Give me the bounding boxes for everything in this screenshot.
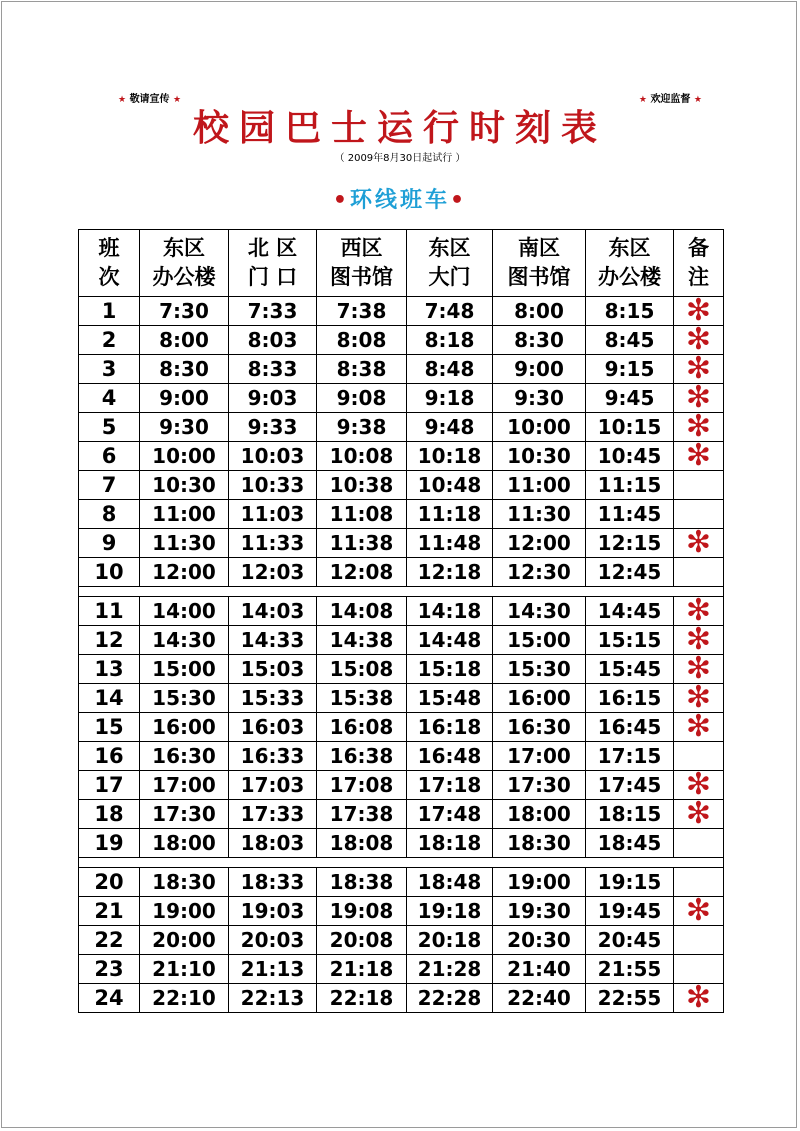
time-cell: 10:30 (493, 442, 586, 471)
time-cell: 17:30 (140, 800, 229, 829)
note-cell (674, 709, 724, 744)
time-cell: 11:00 (140, 500, 229, 529)
trip-number: 14 (79, 684, 140, 713)
bullet-dot: • (332, 188, 350, 213)
table-row (79, 771, 724, 800)
note-cell (674, 926, 724, 955)
time-cell: 10:38 (317, 471, 407, 500)
time-cell: 14:30 (140, 626, 229, 655)
trip-number: 9 (79, 529, 140, 558)
time-cell: 8:00 (493, 297, 586, 326)
column-header (586, 230, 674, 297)
time-cell: 8:03 (229, 326, 317, 355)
time-cell: 20:30 (493, 926, 586, 955)
asterisk-icon: ✻ (685, 767, 712, 802)
time-cell: 11:30 (140, 529, 229, 558)
group-separator (79, 587, 724, 597)
time-cell: 7:48 (407, 297, 493, 326)
time-cell: 11:03 (229, 500, 317, 529)
asterisk-icon: ✻ (685, 651, 712, 686)
time-cell: 18:45 (586, 829, 674, 858)
trip-number: 6 (79, 442, 140, 471)
note-cell (674, 438, 724, 473)
time-cell: 7:30 (140, 297, 229, 326)
table-row (79, 297, 724, 326)
asterisk-icon: ✻ (685, 593, 712, 628)
time-cell: 9:00 (140, 384, 229, 413)
time-cell: 14:08 (317, 597, 407, 626)
column-header (79, 230, 140, 297)
time-cell: 19:15 (586, 868, 674, 897)
time-cell: 15:18 (407, 655, 493, 684)
asterisk-icon: ✻ (685, 351, 712, 386)
table-row (79, 800, 724, 829)
time-cell: 21:55 (586, 955, 674, 984)
time-cell: 20:08 (317, 926, 407, 955)
time-cell: 8:38 (317, 355, 407, 384)
time-cell: 8:48 (407, 355, 493, 384)
time-cell: 14:00 (140, 597, 229, 626)
time-cell: 8:18 (407, 326, 493, 355)
time-cell: 9:03 (229, 384, 317, 413)
table-row (79, 742, 724, 771)
time-cell: 22:40 (493, 984, 586, 1013)
asterisk-icon: ✻ (685, 893, 712, 928)
time-cell: 9:45 (586, 384, 674, 413)
section-title-text: 环线班车 (349, 188, 450, 213)
time-cell: 20:00 (140, 926, 229, 955)
note-cell (674, 796, 724, 831)
column-header-line: 图书馆 (330, 265, 393, 289)
time-cell: 17:18 (407, 771, 493, 800)
asterisk-icon: ✻ (685, 980, 712, 1015)
trip-number: 2 (79, 326, 140, 355)
time-cell: 15:30 (493, 655, 586, 684)
table-row (79, 713, 724, 742)
time-cell: 14:45 (586, 597, 674, 626)
time-cell: 8:33 (229, 355, 317, 384)
time-cell: 19:08 (317, 897, 407, 926)
time-cell: 10:48 (407, 471, 493, 500)
time-cell: 19:45 (586, 897, 674, 926)
time-cell: 21:40 (493, 955, 586, 984)
time-cell: 15:00 (493, 626, 586, 655)
time-cell: 22:55 (586, 984, 674, 1013)
column-header-line: 东区 (163, 236, 205, 260)
time-cell: 11:38 (317, 529, 407, 558)
time-cell: 16:45 (586, 713, 674, 742)
time-cell: 11:18 (407, 500, 493, 529)
table-row (79, 355, 724, 384)
time-cell: 21:10 (140, 955, 229, 984)
time-cell: 20:18 (407, 926, 493, 955)
time-cell: 15:45 (586, 655, 674, 684)
time-cell: 16:33 (229, 742, 317, 771)
note-cell (674, 558, 724, 587)
time-cell: 19:03 (229, 897, 317, 926)
trip-number: 18 (79, 800, 140, 829)
time-cell: 8:30 (493, 326, 586, 355)
table-row (79, 384, 724, 413)
table-row (79, 558, 724, 587)
time-cell: 15:15 (586, 626, 674, 655)
time-cell: 11:08 (317, 500, 407, 529)
trip-number: 10 (79, 558, 140, 587)
trip-number: 4 (79, 384, 140, 413)
column-header-line: 门 口 (247, 265, 298, 289)
time-cell: 11:48 (407, 529, 493, 558)
time-cell: 15:00 (140, 655, 229, 684)
trip-number: 20 (79, 868, 140, 897)
time-cell: 12:18 (407, 558, 493, 587)
time-cell: 11:30 (493, 500, 586, 529)
bullet-dot: • (450, 188, 468, 213)
trip-number: 3 (79, 355, 140, 384)
table-row (79, 984, 724, 1013)
time-cell: 15:03 (229, 655, 317, 684)
trip-number: 19 (79, 829, 140, 858)
time-cell: 18:38 (317, 868, 407, 897)
trip-number: 7 (79, 471, 140, 500)
time-cell: 21:28 (407, 955, 493, 984)
column-header-line: 办公楼 (152, 265, 216, 289)
time-cell: 8:00 (140, 326, 229, 355)
column-header (407, 230, 493, 297)
column-header-line: 东区 (608, 236, 651, 260)
trip-number: 17 (79, 771, 140, 800)
time-cell: 10:15 (586, 413, 674, 442)
time-cell: 22:18 (317, 984, 407, 1013)
table-row (79, 326, 724, 355)
time-cell: 19:00 (493, 868, 586, 897)
table-row (79, 442, 724, 471)
time-cell: 9:38 (317, 413, 407, 442)
time-cell: 8:15 (586, 297, 674, 326)
time-cell: 16:18 (407, 713, 493, 742)
star-icon: ★ (693, 95, 702, 105)
table-row (79, 868, 724, 897)
time-cell: 11:33 (229, 529, 317, 558)
timetable-body (79, 293, 724, 1015)
table-row (79, 926, 724, 955)
time-cell: 16:03 (229, 713, 317, 742)
note-cell (674, 893, 724, 928)
time-cell: 9:18 (407, 384, 493, 413)
time-cell: 15:30 (140, 684, 229, 713)
table-row (79, 500, 724, 529)
time-cell: 11:45 (586, 500, 674, 529)
right-note-text: 欢迎监督 (650, 94, 691, 105)
table-row (79, 897, 724, 926)
table-row (79, 413, 724, 442)
time-cell: 15:08 (317, 655, 407, 684)
table-row (79, 471, 724, 500)
time-cell: 17:08 (317, 771, 407, 800)
trip-number: 23 (79, 955, 140, 984)
asterisk-icon: ✻ (685, 293, 712, 328)
time-cell: 17:33 (229, 800, 317, 829)
asterisk-icon: ✻ (685, 409, 712, 444)
time-cell: 17:15 (586, 742, 674, 771)
page-title: 校园巴士运行时刻表 (192, 107, 607, 149)
time-cell: 9:15 (586, 355, 674, 384)
column-header (229, 230, 317, 297)
column-header (140, 230, 229, 297)
column-header (674, 230, 724, 297)
time-cell: 18:30 (140, 868, 229, 897)
column-header-line: 次 (98, 265, 120, 289)
star-icon: ★ (118, 95, 127, 105)
time-cell: 18:33 (229, 868, 317, 897)
time-cell: 17:00 (140, 771, 229, 800)
time-cell: 9:30 (140, 413, 229, 442)
time-cell: 12:08 (317, 558, 407, 587)
asterisk-icon: ✻ (685, 380, 712, 415)
time-cell: 8:30 (140, 355, 229, 384)
time-cell: 20:03 (229, 926, 317, 955)
time-cell: 12:30 (493, 558, 586, 587)
column-header-line: 办公楼 (598, 265, 661, 289)
time-cell: 16:08 (317, 713, 407, 742)
time-cell: 14:38 (317, 626, 407, 655)
page-subtitle: （ 2009年8月30日起试行 ） (334, 153, 466, 164)
time-cell: 16:30 (493, 713, 586, 742)
time-cell: 12:00 (493, 529, 586, 558)
time-cell: 9:00 (493, 355, 586, 384)
table-row (79, 597, 724, 626)
column-header-line: 班 (98, 236, 120, 260)
column-header-line: 大门 (428, 265, 471, 289)
trip-number: 15 (79, 713, 140, 742)
time-cell: 17:00 (493, 742, 586, 771)
trip-number: 22 (79, 926, 140, 955)
time-cell: 17:38 (317, 800, 407, 829)
note-cell (674, 829, 724, 858)
time-cell: 21:13 (229, 955, 317, 984)
time-cell: 17:30 (493, 771, 586, 800)
trip-number: 16 (79, 742, 140, 771)
column-header-line: 北 区 (247, 236, 298, 260)
time-cell: 8:45 (586, 326, 674, 355)
time-cell: 21:18 (317, 955, 407, 984)
time-cell: 15:33 (229, 684, 317, 713)
time-cell: 16:48 (407, 742, 493, 771)
separator-cell (79, 587, 724, 597)
time-cell: 10:00 (140, 442, 229, 471)
timetable (78, 229, 724, 1013)
asterisk-icon: ✻ (685, 709, 712, 744)
asterisk-icon: ✻ (685, 322, 712, 357)
note-cell (674, 471, 724, 500)
trip-number: 13 (79, 655, 140, 684)
time-cell: 17:48 (407, 800, 493, 829)
column-header-line: 西区 (340, 236, 383, 260)
trip-number: 1 (79, 297, 140, 326)
time-cell: 16:00 (140, 713, 229, 742)
time-cell: 18:30 (493, 829, 586, 858)
separator-cell (79, 858, 724, 868)
asterisk-icon: ✻ (685, 438, 712, 473)
star-icon: ★ (173, 95, 182, 105)
time-cell: 14:18 (407, 597, 493, 626)
time-cell: 11:00 (493, 471, 586, 500)
time-cell: 22:28 (407, 984, 493, 1013)
time-cell: 16:00 (493, 684, 586, 713)
table-row (79, 626, 724, 655)
time-cell: 22:10 (140, 984, 229, 1013)
asterisk-icon: ✻ (685, 796, 712, 831)
trip-number: 21 (79, 897, 140, 926)
column-header-line: 东区 (428, 236, 471, 260)
table-row (79, 829, 724, 858)
section-title (0, 183, 800, 214)
time-cell: 10:18 (407, 442, 493, 471)
time-cell: 17:03 (229, 771, 317, 800)
time-cell: 18:15 (586, 800, 674, 829)
time-cell: 12:45 (586, 558, 674, 587)
time-cell: 14:30 (493, 597, 586, 626)
table-row (79, 955, 724, 984)
time-cell: 9:30 (493, 384, 586, 413)
trip-number: 8 (79, 500, 140, 529)
time-cell: 10:45 (586, 442, 674, 471)
time-cell: 8:08 (317, 326, 407, 355)
time-cell: 16:30 (140, 742, 229, 771)
column-header-line: 注 (688, 265, 709, 289)
time-cell: 9:48 (407, 413, 493, 442)
note-cell (674, 525, 724, 560)
time-cell: 18:08 (317, 829, 407, 858)
table-row (79, 529, 724, 558)
time-cell: 12:15 (586, 529, 674, 558)
star-icon: ★ (638, 95, 647, 105)
asterisk-icon: ✻ (685, 622, 712, 657)
time-cell: 18:00 (140, 829, 229, 858)
time-cell: 22:13 (229, 984, 317, 1013)
time-cell: 10:30 (140, 471, 229, 500)
time-cell: 19:18 (407, 897, 493, 926)
time-cell: 10:00 (493, 413, 586, 442)
time-cell: 10:33 (229, 471, 317, 500)
time-cell: 9:33 (229, 413, 317, 442)
header-row (79, 230, 724, 297)
column-header-line: 南区 (518, 236, 560, 260)
time-cell: 18:03 (229, 829, 317, 858)
time-cell: 12:00 (140, 558, 229, 587)
column-header-line: 图书馆 (507, 265, 571, 289)
table-row (79, 655, 724, 684)
group-separator (79, 858, 724, 868)
asterisk-icon: ✻ (685, 680, 712, 715)
time-cell: 15:48 (407, 684, 493, 713)
time-cell: 14:33 (229, 626, 317, 655)
time-cell: 12:03 (229, 558, 317, 587)
time-cell: 14:03 (229, 597, 317, 626)
time-cell: 19:00 (140, 897, 229, 926)
note-cell (674, 980, 724, 1015)
time-cell: 14:48 (407, 626, 493, 655)
time-cell: 10:03 (229, 442, 317, 471)
column-header (317, 230, 407, 297)
trip-number: 5 (79, 413, 140, 442)
trip-number: 12 (79, 626, 140, 655)
time-cell: 16:15 (586, 684, 674, 713)
time-cell: 7:33 (229, 297, 317, 326)
trip-number: 11 (79, 597, 140, 626)
time-cell: 18:48 (407, 868, 493, 897)
time-cell: 9:08 (317, 384, 407, 413)
time-cell: 11:15 (586, 471, 674, 500)
time-cell: 18:00 (493, 800, 586, 829)
asterisk-icon: ✻ (685, 525, 712, 560)
time-cell: 10:08 (317, 442, 407, 471)
time-cell: 7:38 (317, 297, 407, 326)
time-cell: 15:38 (317, 684, 407, 713)
table-row (79, 684, 724, 713)
column-header (493, 230, 586, 297)
time-cell: 17:45 (586, 771, 674, 800)
time-cell: 19:30 (493, 897, 586, 926)
trip-number: 24 (79, 984, 140, 1013)
column-header-line: 备 (688, 236, 709, 260)
time-cell: 18:18 (407, 829, 493, 858)
time-cell: 20:45 (586, 926, 674, 955)
time-cell: 16:38 (317, 742, 407, 771)
left-note-text: 敬请宣传 (129, 94, 170, 105)
